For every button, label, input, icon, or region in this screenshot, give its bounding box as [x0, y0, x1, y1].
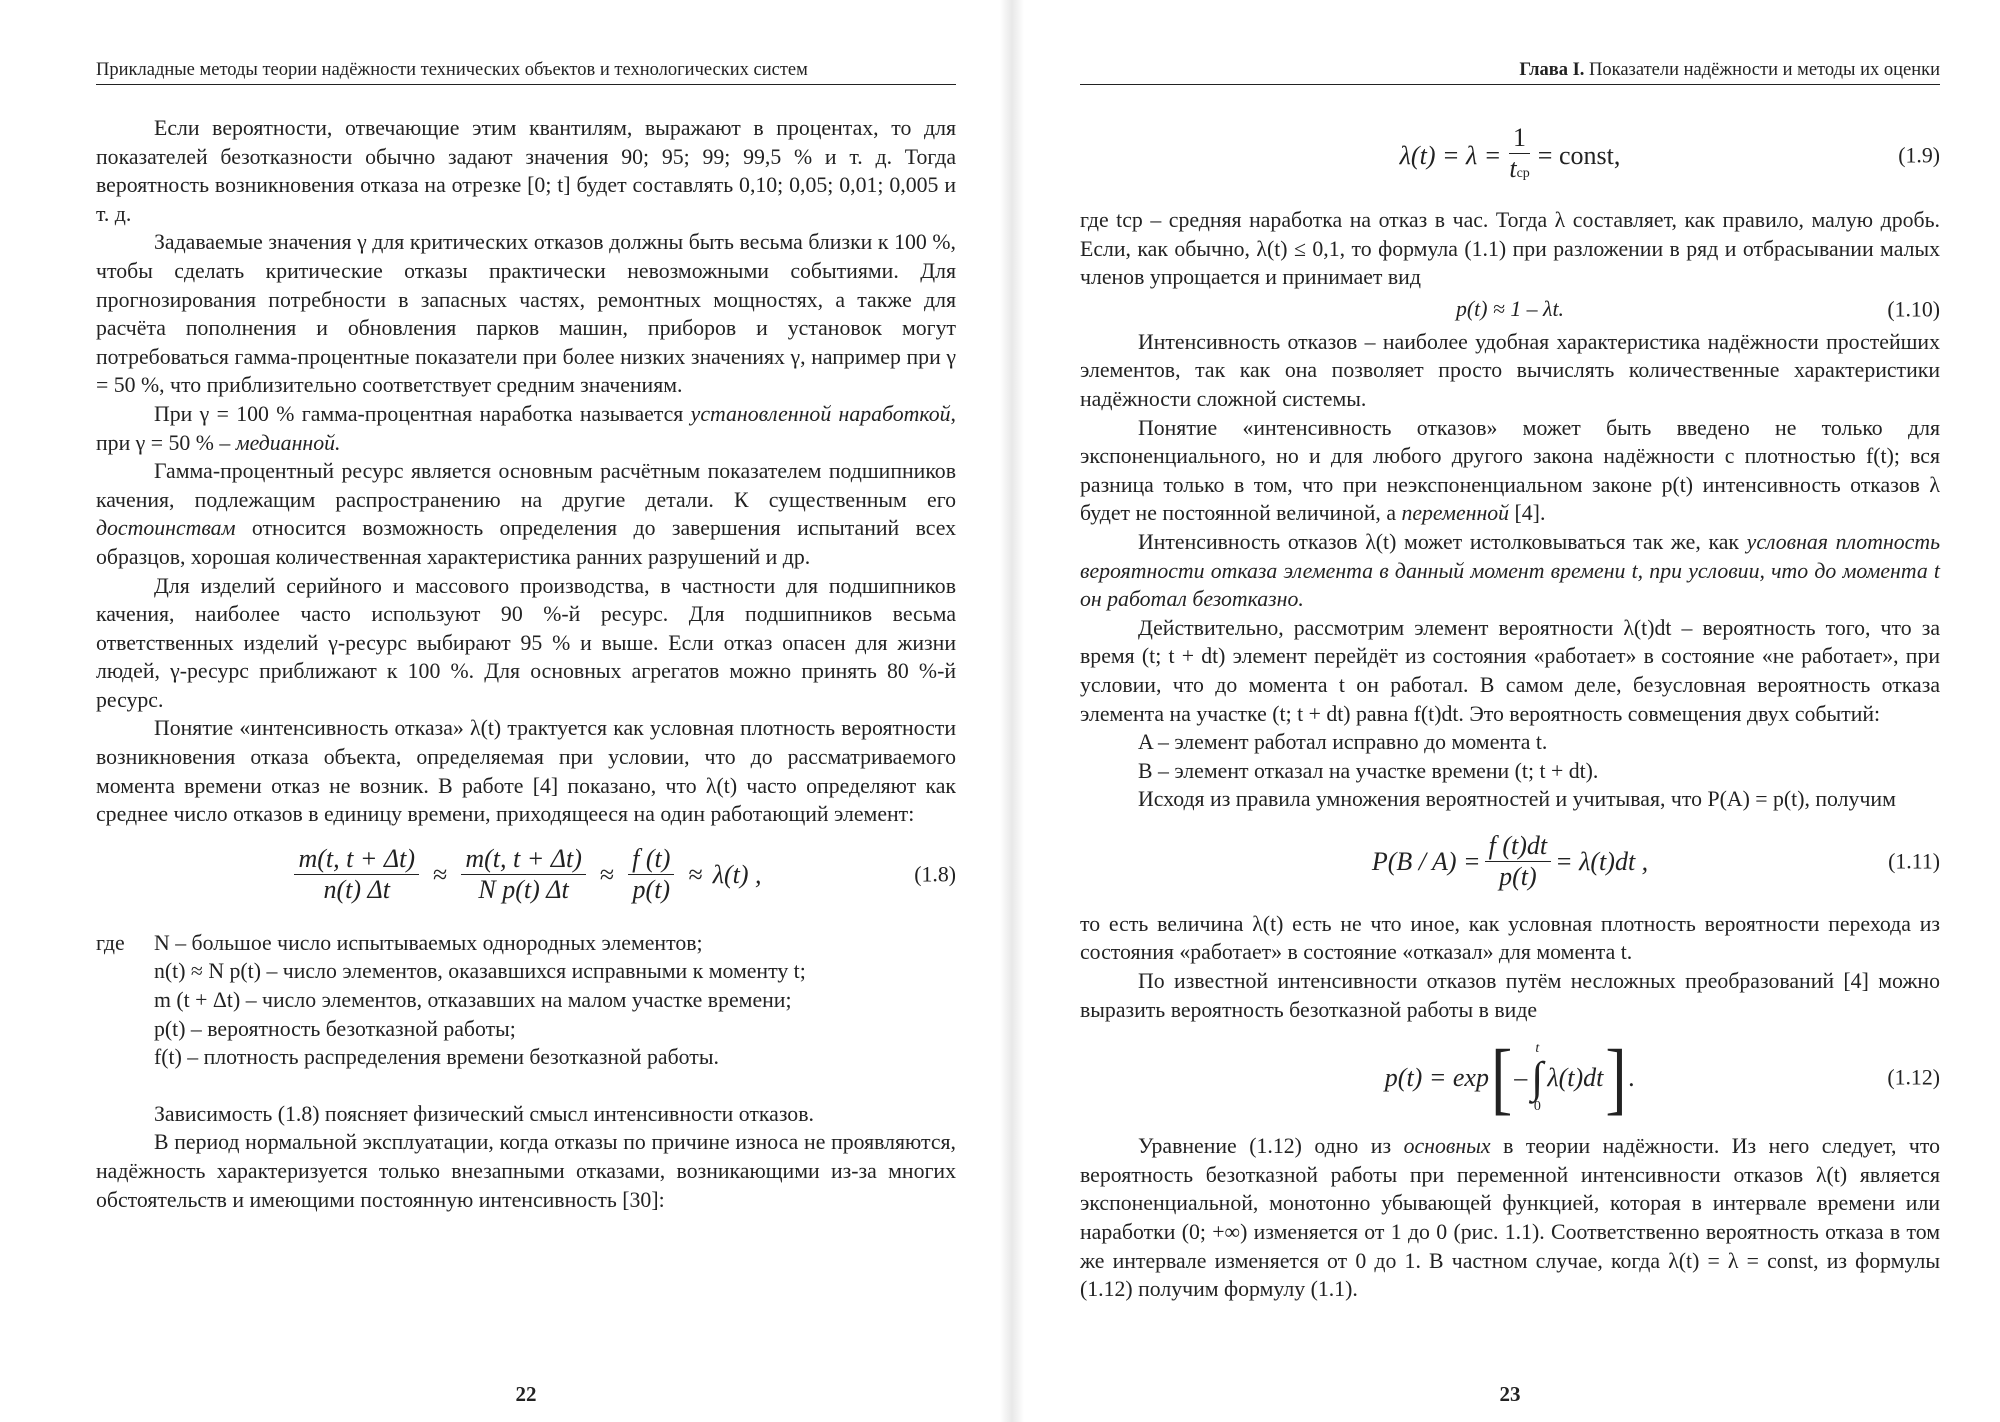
denominator [1505, 154, 1533, 189]
paragraph: Действительно, рассмотрим элемент вероятности λ(t)dt – вероятность того, что за время (t; t + dt) элемент перейдёт из состояния «работает» в состояние «не работает», при условии, что до момента t он работал. В самом деле, безусловная вероятность отказа элемента на участке (t; t + dt) равна f(t)dt. Это вероятность совмещения двух событий: [1080, 615, 1940, 726]
text-run: , при γ = 50 % – [96, 401, 956, 455]
denominator-var: t [1509, 154, 1517, 183]
chapter-label: Глава I. [1519, 60, 1585, 80]
definition-item: n(t) ≈ N p(t) – число элементов, оказавшихся исправными к моменту t; [154, 959, 806, 984]
denominator: p(t) [632, 875, 671, 905]
integral-sign: ∫ [1531, 1053, 1544, 1103]
integral [1531, 1042, 1543, 1114]
text-run: Понятие «интенсивность отказов» может быть введено не только для экспоненциального, но и для любого другого закона надёжности с плотностью f(t); вся разница только в том, что при неэкспоненциальном законе p(t) интенсивность отказов λ будет не постоянной величиной, а [1080, 415, 1940, 526]
definition-item: N – большое число испытываемых однородных элементов; [154, 930, 703, 955]
text-run: [4]. [1509, 501, 1546, 526]
definition-item: f(t) – плотность распределения времени безотказной работы. [154, 1045, 719, 1070]
fraction [1485, 831, 1552, 892]
lhs: p(t) = exp [1384, 1062, 1489, 1092]
term-italic: достоинствам [96, 516, 236, 541]
text-run: Гамма-процентный ресурс является основным расчётным показателем подшипников качения, подлежащим распространению на другие детали. К существенным его [96, 459, 956, 512]
paragraph: Задаваемые значения γ для критических отказов должны быть весьма близки к 100 %, чтобы сделать критические отказы практически невозможными событиями. Для прогнозирования потребности в запасных частях, ремонтных мощностях, а также для расчёта пополнения и обновления парков машин, приборов и установок могут потребоваться гамма-процентные показатели при более низких значениях γ, например при γ = 50 %, что приблизительно соответствует средним значениям. [96, 230, 956, 398]
left-page [96, 0, 956, 1422]
operator: ≈ [688, 859, 703, 889]
fraction [628, 844, 674, 905]
denominator-subscript: ср [1516, 166, 1530, 181]
paragraph: Интенсивность отказов – наиболее удобная характеристика надёжности простейших элементов, так как она позволяет просто вычислять количественные характеристики надёжности сложной системы. [1080, 329, 1940, 411]
equation-number: (1.11) [1888, 849, 1940, 874]
left-page-content [96, 114, 956, 1214]
upper-limit: t [1535, 1041, 1540, 1057]
fraction [461, 844, 586, 905]
paragraph: Понятие «интенсивность отказа» λ(t) трактуется как условная плотность вероятности возникновения отказа объекта, определяемая при условии, что до рассматриваемого момента времени отказ не возник. В работе [4] показано, что λ(t) часто определяют как среднее число отказов в единицу времени, приходящееся на один работающий элемент: [96, 716, 956, 827]
paragraph: где tср – средняя наработка на отказ в час. Тогда λ составляет, как правило, малую дробь. Если, как обычно, λ(t) ≤ 0,1, то формула (1.1) при разложении в ряд и отбрасывании малых членов упрощается и принимает вид [1080, 208, 1940, 290]
equation-number: (1.9) [1898, 143, 1940, 168]
right-page-content [1080, 112, 1940, 1304]
minus: – [1514, 1062, 1528, 1092]
where-label: где [96, 930, 125, 955]
equation-number: (1.10) [1887, 297, 1940, 322]
result: λ(t) , [712, 859, 762, 889]
paragraph: Для изделий серийного и массового производства, в частности для подшипников качения, наиболее часто используют 90 %-й ресурс. Для подшипников весьма ответственных изделий γ-ресурс выбирают 95 % и выше. Если отказ опасен для жизни людей, γ-ресурс приближают к 100 %. Для основных агрегатов можно принять 80 %-й ресурс. [96, 573, 956, 712]
where-block [96, 929, 956, 958]
running-header-right [1080, 58, 1940, 85]
text-run: в теории надёжности. Из него следует, что вероятность безотказной работы при переменной интенсивности отказов λ(t) является экспоненциальной, монотонно убывающей функцией, которая в интервале времени или наработки (0; +∞) изменяется от 1 до 0 (рис. 1.1). Соответственно вероятность отказа в том же интервале изменяется от 0 до 1. В частном случае, когда λ(t) = λ = const, из формулы (1.12) получим формулу (1.1). [1080, 1134, 1940, 1302]
formula [1372, 831, 1648, 892]
formula [1400, 123, 1621, 189]
equation-1-10 [1080, 294, 1940, 326]
chapter-title: Показатели надёжности и методы их оценки [1584, 60, 1940, 80]
numerator: f (t) [628, 844, 674, 875]
text-run: относится возможность определения до завершения испытаний всех образцов, хорошая количественная характеристика ранних разрушений и др. [96, 516, 956, 569]
bracket-close: ] [1605, 1033, 1627, 1122]
event-item: A – элемент работал исправно до момента t. [1138, 730, 1548, 755]
paragraph [1080, 528, 1940, 614]
rhs: = const, [1537, 140, 1621, 170]
text-run: При γ = 100 % гамма-процентная наработка называется [154, 401, 691, 426]
definition-item: p(t) – вероятность безотказной работы; [154, 1016, 516, 1041]
lower-limit: 0 [1533, 1099, 1541, 1115]
denominator: n(t) Δt [323, 875, 390, 905]
formula: p(t) ≈ 1 – λt. [1456, 297, 1564, 322]
paragraph: Если вероятности, отвечающие этим квантилям, выражают в процентах, то для показателей безотказности обычно задают значения 90; 95; 99; 99,5 % и т. д. Тогда вероятность возникновения отказа на отрезке [0; t] будет составлять 0,10; 0,05; 0,01; 0,005 и т. д. [96, 116, 956, 226]
lhs: λ(t) = λ = [1399, 140, 1502, 170]
denominator: N p(t) Δt [478, 875, 569, 905]
lhs: P(B / A) = [1371, 846, 1481, 876]
fraction [1505, 123, 1533, 189]
term-italic: условная плотность вероятности отказа элемента в данный момент времени t, при условии, что до момента t он работал безотказно. [1080, 529, 1940, 612]
definition-item: m (t + Δt) – число элементов, отказавших на малом участке времени; [154, 988, 792, 1013]
events-list [1080, 728, 1940, 785]
paragraph: По известной интенсивности отказов путём несложных преобразований [4] можно выразить вероятность безотказной работы в виде [1080, 969, 1940, 1022]
term-italic: медианной. [235, 430, 341, 455]
page-number-right: 23 [1499, 1382, 1521, 1406]
operator: ≈ [599, 859, 615, 889]
paragraph: то есть величина λ(t) есть не что иное, как условная плотность вероятности перехода из состояния «работает» в состояние «отказал» для момента t. [1080, 911, 1940, 965]
equation-1-9 [1080, 112, 1940, 200]
denominator: p(t) [1499, 862, 1537, 892]
fraction [294, 844, 419, 905]
tail: . [1628, 1062, 1636, 1092]
operator: ≈ [433, 859, 448, 889]
text-run: Интенсивность отказов λ(t) может истолковываться так же, как [1138, 529, 1747, 554]
paragraph: В период нормальной эксплуатации, когда отказы по причине износа не проявляются, надёжность характеризуется только внезапными отказами, возникающими из-за многих обстоятельств и имеющими постоянную интенсивность [30]: [96, 1130, 956, 1212]
term-italic: переменной [1401, 501, 1510, 526]
paragraph: Исходя из правила умножения вероятностей и учитывая, что P(A) = p(t), получим [1138, 787, 1896, 812]
formula [290, 844, 761, 905]
paragraph [96, 400, 956, 457]
equation-number: (1.8) [914, 862, 956, 887]
term-italic: основных [1403, 1134, 1491, 1159]
book-gutter [1000, 0, 1024, 1422]
paragraph [1080, 414, 1940, 528]
paragraph [96, 457, 956, 571]
term-italic: установленной наработкой [690, 401, 951, 426]
paragraph: Зависимость (1.8) поясняет физический смысл интенсивности отказов. [154, 1101, 814, 1126]
equation-number: (1.12) [1887, 1065, 1940, 1090]
paragraph [1080, 1132, 1940, 1304]
numerator: f (t)dt [1485, 831, 1552, 862]
equation-1-11 [1080, 820, 1940, 904]
page-number-left: 22 [515, 1382, 537, 1406]
text-run: Уравнение (1.12) одно из [1138, 1134, 1404, 1159]
numerator: m(t, t + Δt) [461, 844, 586, 875]
equation-1-8 [96, 835, 956, 915]
integrand: λ(t)dt [1547, 1062, 1604, 1092]
rhs: = λ(t)dt , [1555, 846, 1649, 876]
running-header-left: Прикладные методы теории надёжности технических объектов и технологических систем [96, 58, 956, 85]
right-page [1080, 0, 1940, 1422]
event-item: B – элемент отказал на участке времени (t; t + dt). [1138, 758, 1599, 783]
definitions-list [96, 957, 956, 1071]
bracket-open: [ [1490, 1033, 1513, 1122]
equation-1-12 [1080, 1030, 1940, 1126]
numerator: m(t, t + Δt) [294, 844, 419, 875]
numerator: 1 [1509, 123, 1530, 154]
formula [1384, 1033, 1636, 1122]
